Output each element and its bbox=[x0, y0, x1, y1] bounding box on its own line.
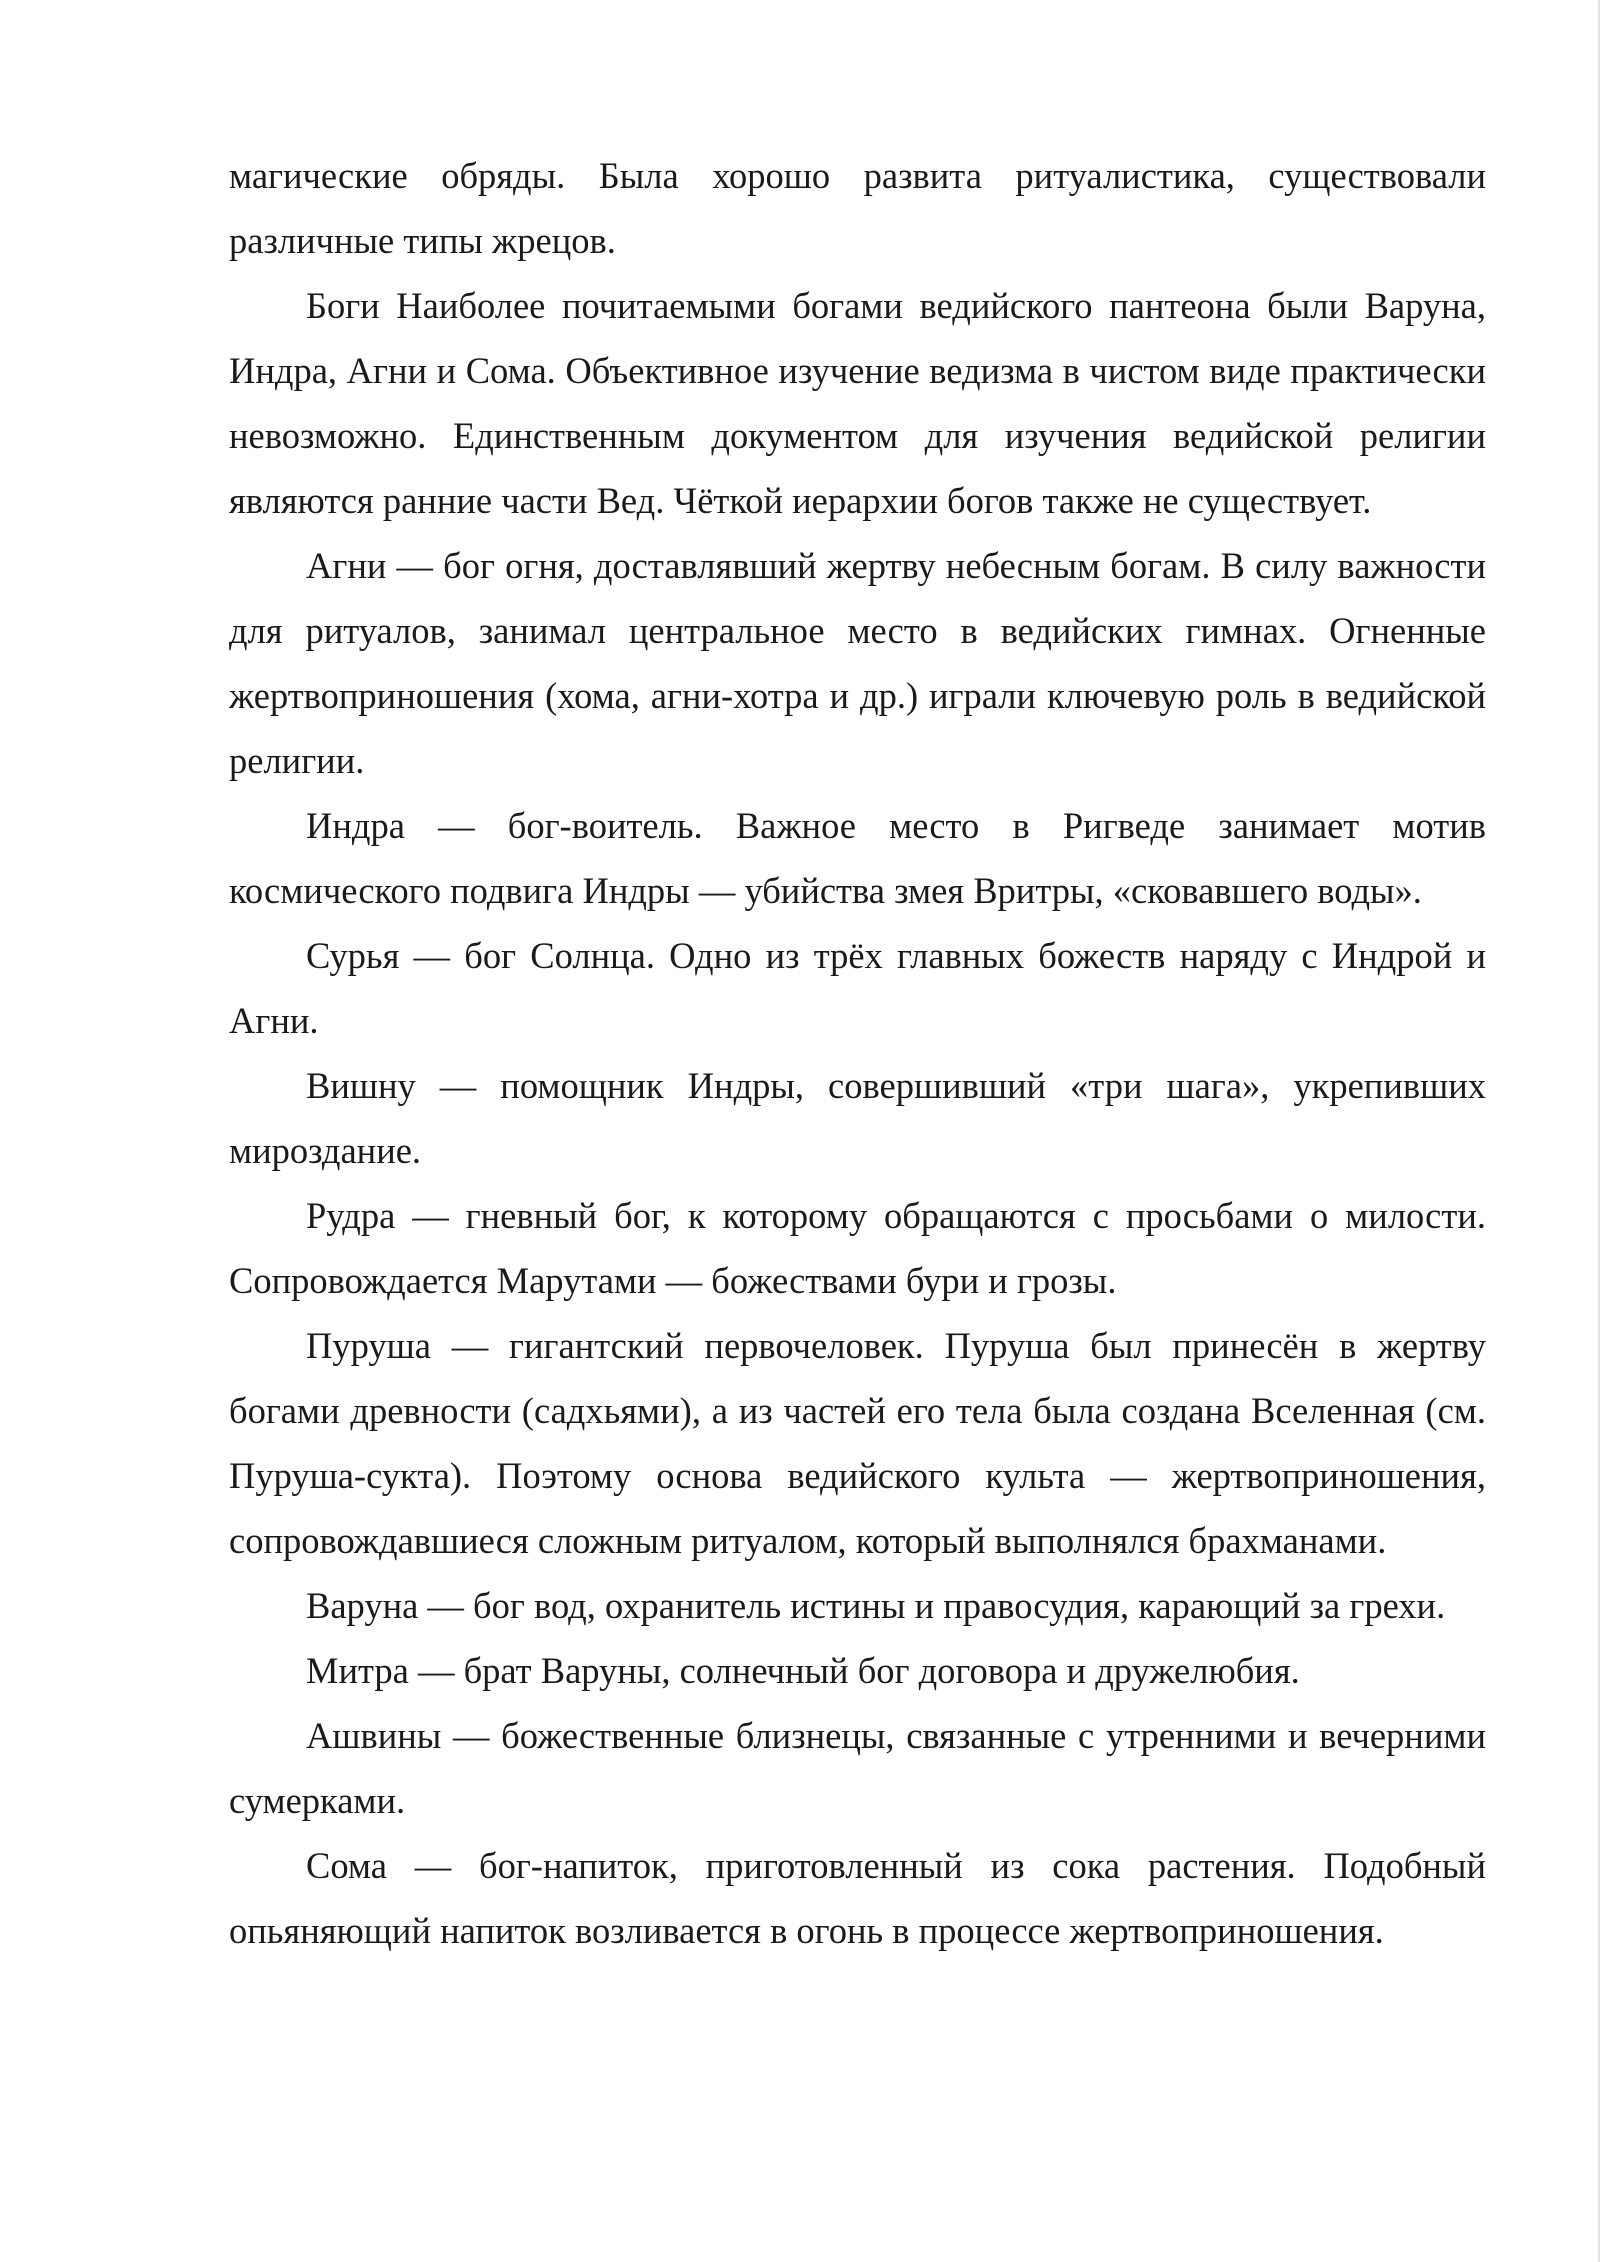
paragraph-varuna: Варуна — бог вод, охранитель истины и правосудия, карающий за грехи. bbox=[306, 1585, 1446, 1626]
paragraph-soma: Сома — бог-напиток, приготовленный из сока растения. Подобный опьяняющий напиток возливается в огонь в процессе жертвоприношения. bbox=[229, 1845, 1486, 1951]
document-body bbox=[229, 143, 1486, 1963]
paragraph-purusha: Пуруша — гигантский первочеловек. Пуруша был принесён в жертву богами древности (садхьями), а из частей его тела была создана Вселенная (см. Пуруша-сукта). Поэтому основа ведийского культа — жертвоприношения, сопровождавшиеся сложным ритуалом, который выполнялся брахманами. bbox=[229, 1325, 1486, 1561]
paragraph-rudra: Рудра — гневный бог, к которому обращаются с просьбами о милости. Сопровождается Марутами — божествами бури и грозы. bbox=[229, 1195, 1486, 1301]
paragraph-indra: Индра — бог-воитель. Важное место в Ригведе занимает мотив космического подвига Индры — убийства змея Вритры, «сковавшего воды». bbox=[229, 805, 1486, 911]
paragraph-agni: Агни — бог огня, доставлявший жертву небесным богам. В силу важности для ритуалов, занимал центральное место в ведийских гимнах. Огненные жертвоприношения (хома, агни-хотра и др.) играли ключевую роль в ведийской религии. bbox=[229, 545, 1486, 781]
paragraph-vishnu: Вишну — помощник Индры, совершивший «три шага», укрепивших мироздание. bbox=[229, 1065, 1486, 1171]
paragraph-continuation: магические обряды. Была хорошо развита ритуалистика, существовали различные типы жрецов. bbox=[229, 155, 1486, 261]
paragraph-surya: Сурья — бог Солнца. Одно из трёх главных божеств наряду с Индрой и Агни. bbox=[229, 935, 1486, 1041]
paragraph-gods-intro: Боги Наиболее почитаемыми богами ведийского пантеона были Варуна, Индра, Агни и Сома. Объективное изучение ведизма в чистом виде практически невозможно. Единственным документом для изучения ведийской религии являются ранние части Вед. Чёткой иерархии богов также не существует. bbox=[229, 285, 1486, 521]
paragraph-mitra: Митра — брат Варуны, солнечный бог договора и дружелюбия. bbox=[306, 1650, 1300, 1691]
paragraph-ashvins: Ашвины — божественные близнецы, связанные с утренними и вечерними сумерками. bbox=[229, 1715, 1486, 1821]
